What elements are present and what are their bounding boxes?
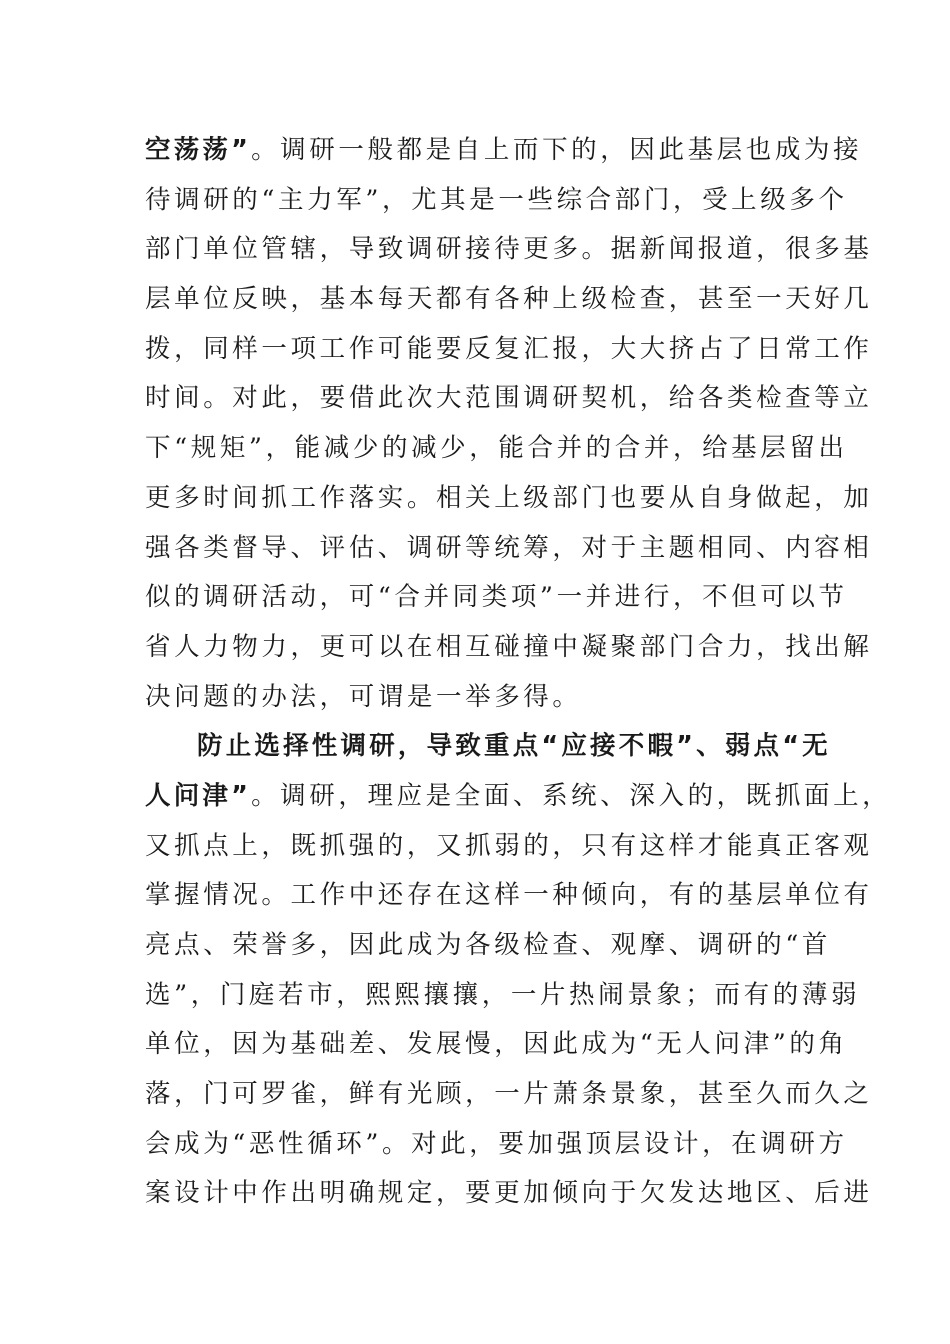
text-line [145,424,848,474]
text-line [145,325,873,375]
text-run: 待调研的“主力军”，尤其是一些综合部门，受上级多个 [145,184,848,215]
text-line [145,772,892,822]
text-line [145,176,848,226]
text-run: 单位，因为基础差、发展慢，因此成为“无人问津”的角 [145,1029,848,1060]
text-line [145,474,873,524]
text-run: 掌握情况。工作中还存在这样一种倾向，有的基层单位有 [145,880,873,911]
bold-run: 防止选择性调研，导致重点“应接不暇”、弱点“无 [197,731,831,762]
document-body [145,126,892,1219]
text-line [145,673,845,723]
text-line [145,871,873,921]
bold-run: 空荡荡” [145,135,252,165]
text-line [145,374,873,424]
text-line [145,524,873,574]
text-run: 亮点、荣誉多，因此成为各级检查、观摩、调研的“首 [145,930,831,960]
text-run: 省人力物力，更可以在相互碰撞中凝聚部门合力，找出解 [145,631,873,662]
text-line [145,971,861,1021]
text-run: 选”，门庭若市，熙熙攘攘，一片热闹景象；而有的薄弱 [145,979,861,1010]
text-run: 下“规矩”，能减少的减少，能合并的合并，给基层留出 [145,433,848,464]
text-line [145,225,873,275]
text-run: 似的调研活动，可“合并同类项”一并进行，不但可以节 [145,582,848,613]
text-run: 强各类督导、评估、调研等统筹，对于主题相同、内容相 [145,532,873,563]
text-run: 层单位反映，基本每天都有各种上级检查，甚至一天好几 [145,284,873,315]
text-run: 落，门可罗雀，鲜有光顾，一片萧条景象，甚至久而久之 [145,1079,873,1110]
text-line [145,126,863,176]
text-line [145,1169,873,1219]
text-run: 案设计中作出明确规定，要更加倾向于欠发达地区、后进 [145,1178,873,1209]
text-run: 部门单位管辖，导致调研接待更多。据新闻报道，很多基 [145,234,873,265]
paragraph-2 [145,722,892,1219]
text-run: 拨，同样一项工作可能要反复汇报，大大挤占了日常工作 [145,333,873,364]
text-run: 更多时间抓工作落实。相关上级部门也要从自身做起，加 [145,482,873,513]
text-line [145,275,873,325]
text-run: 时间。对此，要借此次大范围调研契机，给各类检查等立 [145,383,873,414]
text-run: 决问题的办法，可谓是一举多得。 [145,681,582,712]
text-line [145,722,845,772]
text-run: 会成为“恶性循环”。对此，要加强顶层设计，在调研方 [145,1128,848,1159]
text-line [145,1020,848,1070]
text-run: 。调研，理应是全面、系统、深入的，既抓面上， [251,780,892,811]
text-line [145,623,873,673]
text-line [145,1120,848,1170]
text-line [145,573,848,623]
text-run: 。调研一般都是自上而下的，因此基层也成为接 [251,135,863,165]
paragraph-1 [145,126,873,722]
text-line [145,921,845,971]
bold-run: 人问津” [145,780,252,811]
text-run: 又抓点上，既抓强的，又抓弱的，只有这样才能真正客观 [145,830,873,861]
text-line [145,1070,873,1120]
text-line [145,822,873,872]
